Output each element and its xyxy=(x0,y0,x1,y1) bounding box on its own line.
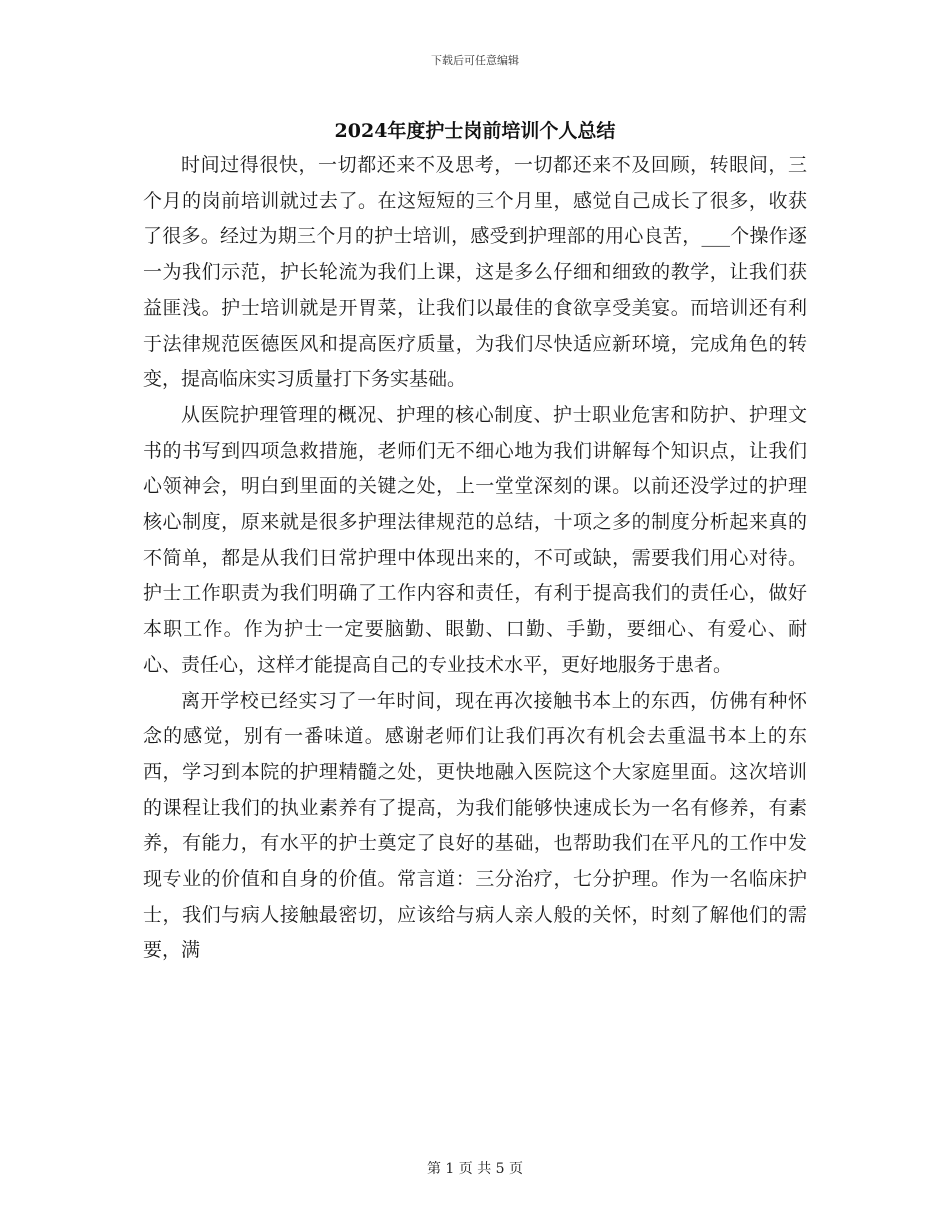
paragraph-2: 从医院护理管理的概况、护理的核心制度、护士职业危害和防护、护理文书的书写到四项急救措施，老师们无不细心地为我们讲解每个知识点，让我们心领神会，明白到里面的关键之处，上一堂堂深刻的课。以前还没学过的护理核心制度，原来就是很多护理法律规范的总结，十项之多的制度分析起来真的不简单，都是从我们日常护理中体现出来的，不可或缺，需要我们用心对待。护士工作职责为我们明确了工作内容和责任，有利于提高我们的责任心，做好本职工作。作为护士一定要脑勤、眼勤、口勤、手勤，要细心、有爱心、耐心、责任心，这样才能提高自己的专业技术水平，更好地服务于患者。 xyxy=(143,403,807,676)
page-number-footer: 第 1 页 共 5 页 xyxy=(426,1161,524,1177)
document-title: 2024年度护士岗前培训个人总结 xyxy=(334,120,616,142)
page-header-note: 下载后可任意编辑 xyxy=(431,54,519,67)
paragraph-3: 离开学校已经实习了一年时间，现在再次接触书本上的东西，仿佛有种怀念的感觉，别有一番味道。感谢老师们让我们再次有机会去重温书本上的东西，学习到本院的护理精髓之处，更快地融入医院这个大家庭里面。这次培训的课程让我们的执业素养有了提高，为我们能够快速成长为一名有修养，有素养，有能力，有水平的护士奠定了良好的基础，也帮助我们在平凡的工作中发现专业的价值和自身的价值。常言道：三分治疗，七分护理。作为一名临床护士，我们与病人接触最密切，应该给与病人亲人般的关怀，时刻了解他们的需要，满 xyxy=(143,689,807,962)
paragraph-1: 时间过得很快，一切都还来不及思考，一切都还来不及回顾，转眼间，三个月的岗前培训就过去了。在这短短的三个月里，感觉自己成长了很多，收获了很多。经过为期三个月的护士培训，感受到护理部的用心良苦，___个操作逐一为我们示范，护长轮流为我们上课，这是多么仔细和细致的教学，让我们获益匪浅。护士培训就是开胃菜，让我们以最佳的食欲享受美宴。而培训还有利于法律规范医德医风和提高医疗质量，为我们尽快适应新环境，完成角色的转变，提高临床实习质量打下务实基础。 xyxy=(143,154,807,391)
document-body xyxy=(143,148,807,969)
